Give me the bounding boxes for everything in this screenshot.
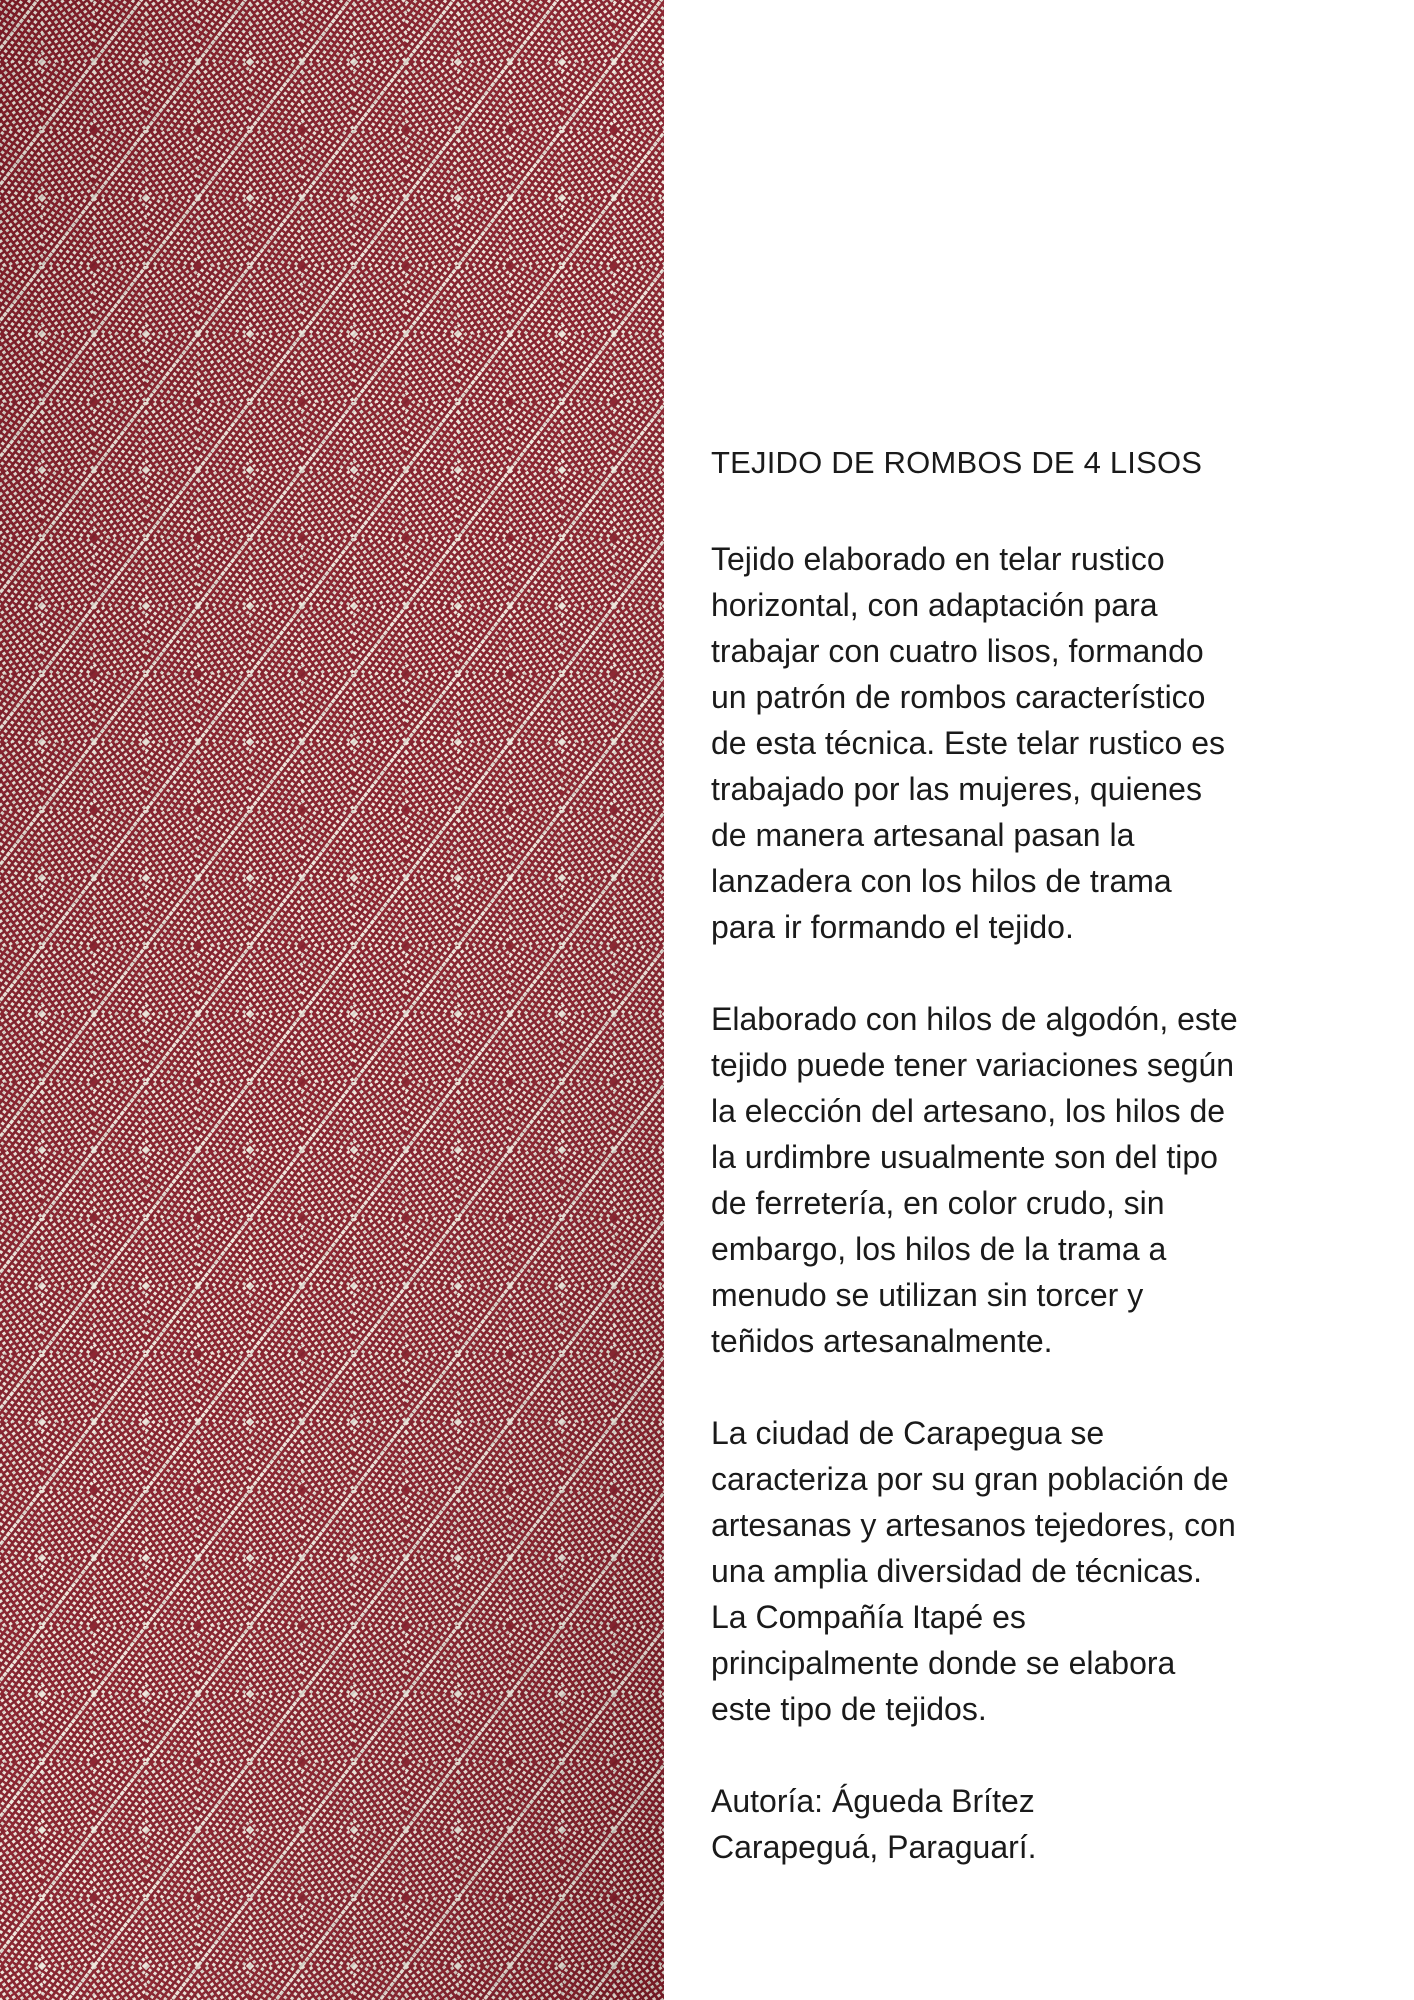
woven-textile-image <box>0 0 664 2000</box>
credits <box>711 1778 1371 1870</box>
document-title: TEJIDO DE ROMBOS DE 4 LISOS <box>711 445 1203 480</box>
location-line: Carapeguá, Paraguarí. <box>711 1829 1037 1865</box>
paragraph-technique: Tejido elaborado en telar rustico horizontal, con adaptación para trabajar con cuatro lisos, formando un patrón de rombos característico de esta técnica. Este telar rustico es trabajado por las mujeres, quienes de manera artesanal pasan la lanzadera con los hilos de trama para ir formando el tejido. <box>711 541 1226 945</box>
author-line: Autoría: Águeda Brítez <box>711 1783 1035 1819</box>
paragraph-origin: La ciudad de Carapegua se caracteriza por su gran población de artesanas y artesanos tejedores, con una amplia diversidad de técnicas. La Compañía Itapé es principalmente donde se elabora este tipo de tejidos. <box>711 1415 1236 1727</box>
woven-diamond-pattern-icon <box>0 0 664 2000</box>
description-column <box>711 440 1371 1870</box>
paragraph-materials: Elaborado con hilos de algodón, este tejido puede tener variaciones según la elección del artesano, los hilos de la urdimbre usualmente son del tipo de ferretería, en color crudo, sin embargo, los hilos de la trama a menudo se utilizan sin torcer y teñidos artesanalmente. <box>711 1001 1238 1359</box>
